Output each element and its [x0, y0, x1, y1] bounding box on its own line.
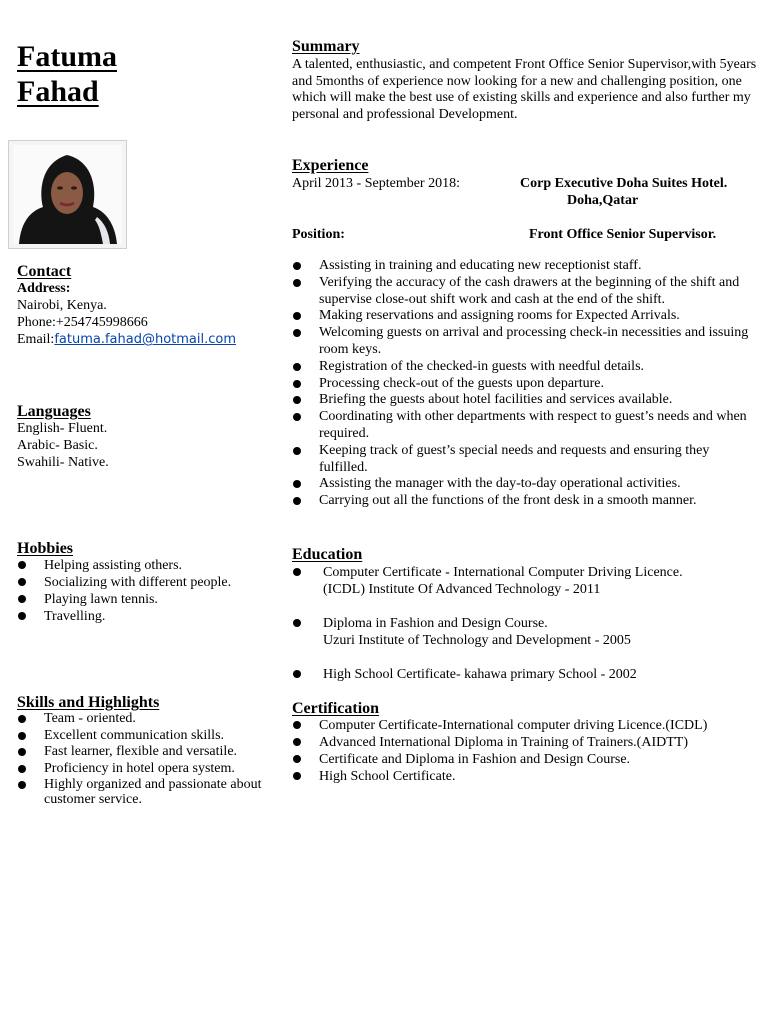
education-title: Diploma in Fashion and Design Course. — [323, 616, 548, 631]
duty-item: Making reservations and assigning rooms for Expected Arrivals. — [292, 308, 754, 325]
languages-list — [17, 420, 277, 471]
contact-block — [17, 280, 277, 348]
duty-item: Welcoming guests on arrival and processing check-in necessities and issuing room keys. — [292, 325, 754, 359]
experience-heading: Experience — [292, 157, 369, 174]
duty-item: Verifying the accuracy of the cash drawers at the beginning of the shift and supervise close-out shift work and cash at the end of the shift. — [292, 275, 754, 309]
hobby-item: Playing lawn tennis. — [17, 591, 282, 608]
address-label: Address: — [17, 281, 71, 296]
summary-heading: Summary — [292, 38, 360, 55]
certification-item: Computer Certificate-International computer driving Licence.(ICDL) — [292, 717, 762, 734]
email-label: Email: — [17, 332, 55, 347]
certification-item: Certificate and Diploma in Fashion and Design Course. — [292, 751, 762, 768]
hobby-item: Socializing with different people. — [17, 574, 282, 591]
education-list — [292, 564, 757, 683]
summary-text: A talented, enthusiastic, and competent Front Office Senior Supervisor,with 5years and 5months of experience now looking for a new and challenging position, one which will make the best use of existing skills and experience and also further my personal and professional Development. — [292, 57, 757, 122]
certification-list — [292, 717, 762, 785]
certification-heading: Certification — [292, 700, 380, 717]
profile-photo — [8, 140, 127, 249]
hobby-item: Travelling. — [17, 608, 282, 625]
duty-item: Keeping track of guest’s special needs and requests and ensuring they fulfilled. — [292, 443, 754, 477]
name-last: Fahad — [17, 75, 99, 108]
education-title: Computer Certificate - International Computer Driving Licence. — [323, 565, 683, 580]
education-item — [292, 615, 757, 649]
duty-item: Assisting in training and educating new receptionist staff. — [292, 258, 754, 275]
email-link[interactable]: fatuma.fahad@hotmail.com — [54, 332, 237, 347]
duty-item: Coordinating with other departments with respect to guest’s needs and when required. — [292, 409, 754, 443]
skills-heading: Skills and Highlights — [17, 694, 160, 711]
experience-dates: April 2013 - September 2018: — [292, 176, 460, 191]
position-label: Position: — [292, 227, 345, 242]
skill-item: Proficiency in hotel opera system. — [17, 761, 287, 778]
duty-item: Assisting the manager with the day-to-day operational activities. — [292, 476, 754, 493]
education-title: High School Certificate- kahawa primary School - 2002 — [323, 667, 637, 682]
skill-item: Fast learner, flexible and versatile. — [17, 744, 287, 761]
education-institution: (ICDL) Institute Of Advanced Technology - 2011 — [323, 582, 601, 597]
avatar — [9, 141, 126, 248]
duties-list — [292, 258, 754, 510]
email-line — [17, 331, 277, 348]
skill-item: Team - oriented. — [17, 711, 287, 728]
language-item: Arabic- Basic. — [17, 438, 98, 453]
employer-location: Doha,Qatar — [567, 193, 639, 208]
employer-name: Corp Executive Doha Suites Hotel. — [520, 176, 728, 191]
language-item: Swahili- Native. — [17, 455, 109, 470]
languages-heading: Languages — [17, 403, 91, 420]
education-item — [292, 666, 757, 683]
position-title: Front Office Senior Supervisor. — [529, 227, 717, 242]
certification-item: Advanced International Diploma in Training of Trainers.(AIDTT) — [292, 734, 762, 751]
language-item: English- Fluent. — [17, 421, 108, 436]
certification-item: High School Certificate. — [292, 768, 762, 785]
duty-item: Briefing the guests about hotel facilities and services available. — [292, 392, 754, 409]
education-institution: Uzuri Institute of Technology and Development - 2005 — [323, 633, 631, 648]
hobby-item: Helping assisting others. — [17, 557, 282, 574]
education-heading: Education — [292, 546, 363, 563]
contact-heading: Contact — [17, 263, 72, 280]
duty-item: Processing check-out of the guests upon departure. — [292, 376, 754, 393]
address-value: Nairobi, Kenya. — [17, 298, 107, 313]
duty-item: Carrying out all the functions of the front desk in a smooth manner. — [292, 493, 754, 510]
skills-list — [17, 711, 287, 807]
skill-item: Excellent communication skills. — [17, 728, 287, 745]
phone-value: Phone:+254745998666 — [17, 315, 148, 330]
duty-item: Registration of the checked-in guests with needful details. — [292, 359, 754, 376]
hobbies-list — [17, 557, 282, 625]
skill-item: Highly organized and passionate about customer service. — [17, 777, 287, 807]
name-first: Fatuma — [17, 40, 117, 73]
hobbies-heading: Hobbies — [17, 540, 74, 557]
education-item — [292, 564, 757, 598]
